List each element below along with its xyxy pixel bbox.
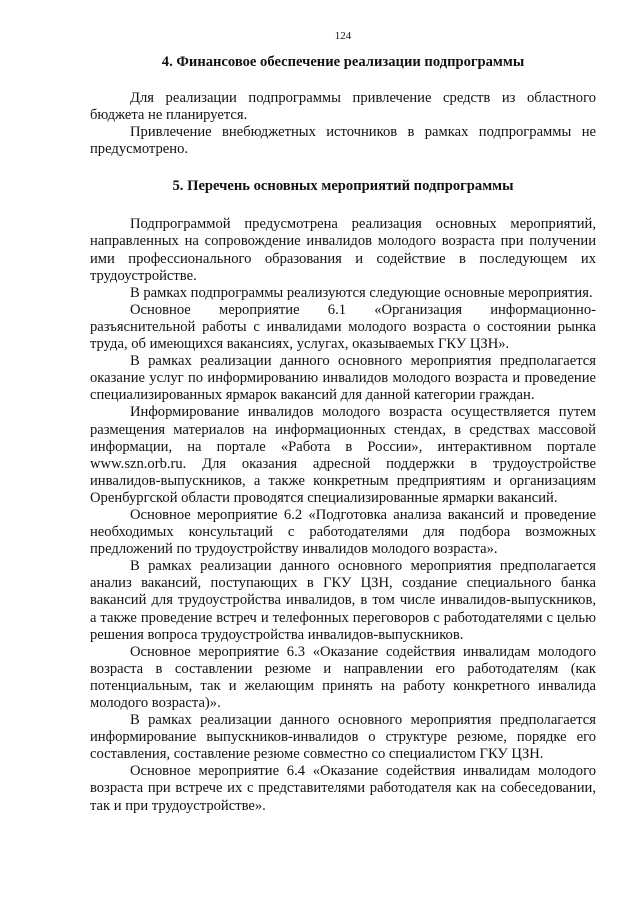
paragraph: Привлечение внебюджетных источников в рамках подпрограммы не предусмотрено. — [90, 124, 596, 158]
paragraph: Основное мероприятие 6.1 «Организация информационно-разъяснительной работы с инвалидами молодого возраста о состоянии рынка труда, об имеющихся вакансиях, услугах, оказываемых ГКУ ЦЗН». — [90, 301, 596, 353]
paragraph: Основное мероприятие 6.3 «Оказание содействия инвалидам молодого возраста в составлении резюме и направлении его работодателям (как потенциальным, так и желающим принять на работу конкретного инвалида молодого возраста)». — [90, 643, 596, 711]
paragraph: В рамках реализации данного основного мероприятия предполагается анализ вакансий, поступающих в ГКУ ЦЗН, создание специального банка вакансий для трудоустройства инвалидов, в том числе инвалидов-выпускников, а также проведение встреч и телефонных переговоров с работодателями с целью решения вопроса трудоустройства инвалидов-выпускников. — [90, 558, 596, 643]
page-number: 124 — [334, 30, 352, 42]
section-5-body — [90, 216, 596, 814]
paragraph: В рамках реализации данного основного мероприятия предполагается оказание услуг по информированию инвалидов молодого возраста и проведение специализированных ярмарок вакансий для данной категории граждан. — [90, 353, 596, 404]
paragraph: Для реализации подпрограммы привлечение средств из областного бюджета не планируется. — [90, 90, 596, 124]
section-4-body — [90, 90, 596, 158]
section-4-title: 4. Финансовое обеспечение реализации подпрограммы — [161, 54, 525, 70]
paragraph: В рамках подпрограммы реализуются следующие основные мероприятия. — [130, 284, 593, 301]
section-5-title: 5. Перечень основных мероприятий подпрограммы — [172, 178, 514, 195]
paragraph: Основное мероприятие 6.4 «Оказание содействия инвалидам молодого возраста при встрече их с представителями работодателя как на собеседовании, так и при трудоустройстве». — [90, 763, 596, 814]
paragraph: Основное мероприятие 6.2 «Подготовка анализа вакансий и проведение необходимых консультаций с работодателями для подбора возможных предложений по трудоустройству инвалидов молодого возраста». — [90, 506, 596, 558]
paragraph: Подпрограммой предусмотрена реализация основных мероприятий, направленных на сопровождение инвалидов молодого возраста при получении ими профессионального образования и содействие в последующем их трудоустройстве. — [90, 216, 596, 284]
paragraph: Информирование инвалидов молодого возраста осуществляется путем размещения материалов на информационных стендах, в средствах массовой информации, на портале «Работа в России», интерактивном портале www.szn.orb.ru. Для оказания адресной поддержки в трудоустройстве инвалидов-выпускников, а также конкретным предприятиям и организациям Оренбургской области проводятся специализированные ярмарки вакансий. — [90, 404, 596, 506]
paragraph: В рамках реализации данного основного мероприятия предполагается информирование выпускников-инвалидов о структуре резюме, порядке его составления, составление резюме совместно со специалистом ГКУ ЦЗН. — [90, 712, 596, 763]
